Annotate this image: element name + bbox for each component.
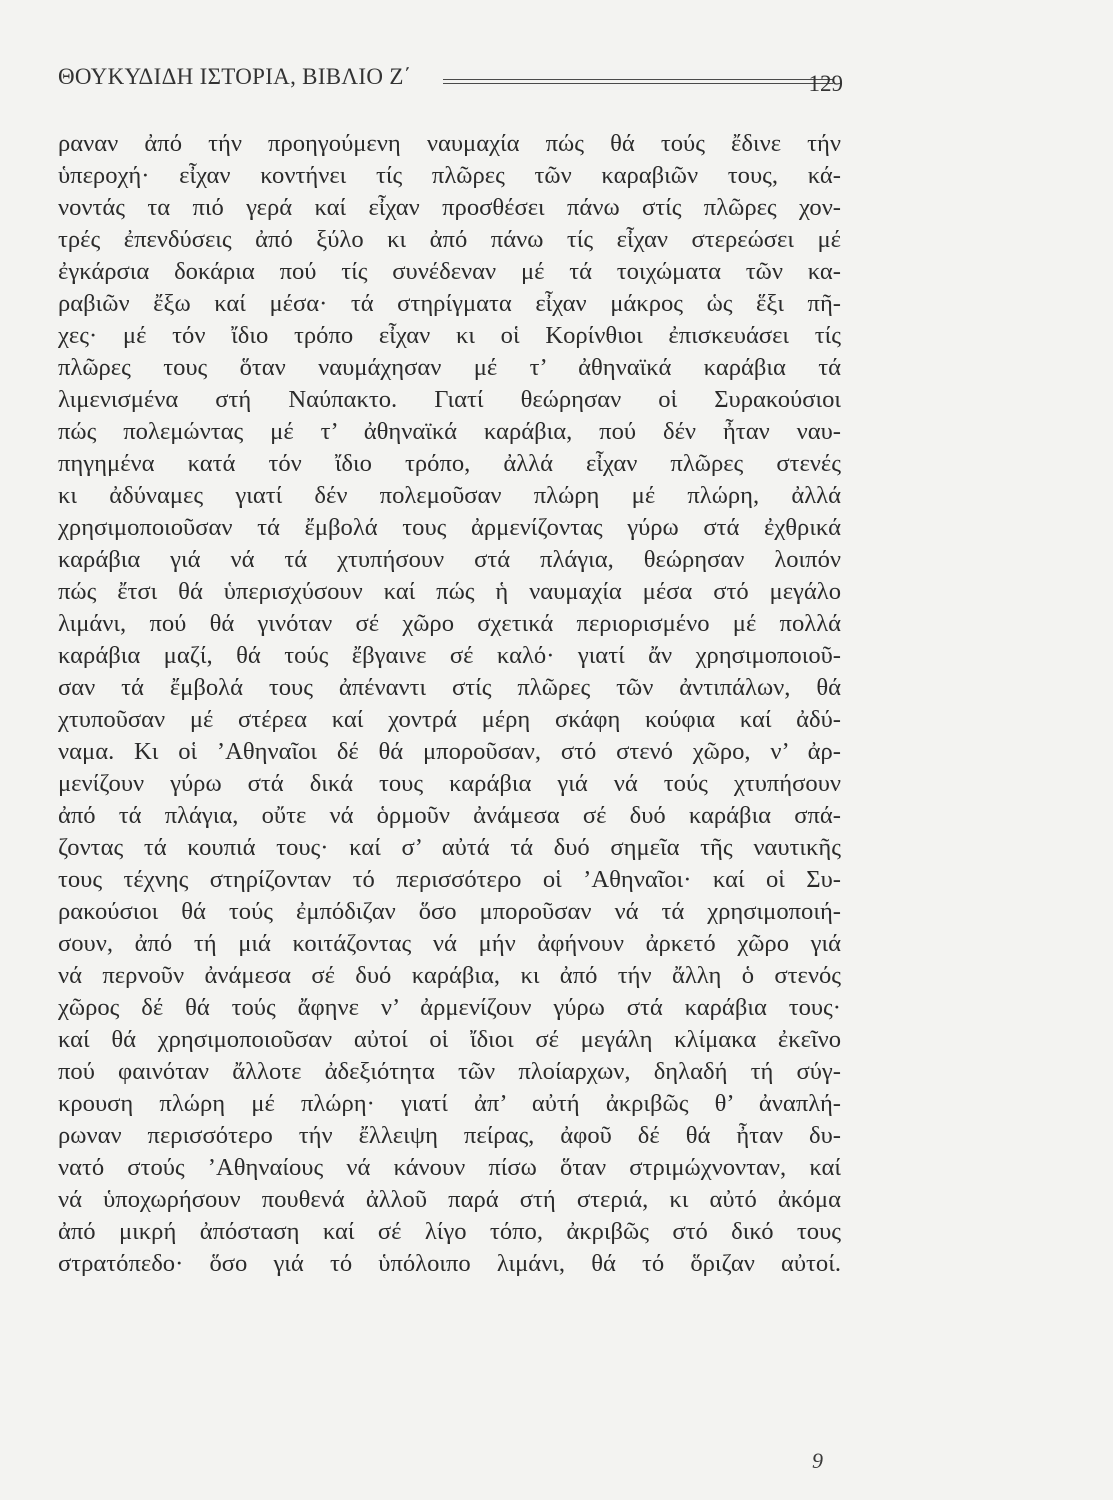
running-header: [58, 62, 843, 102]
text-line: νά ὑποχωρήσουν πουθενά ἀλλοῦ παρά στή στεριά, κι αὐτό ἀκόμα: [58, 1186, 841, 1213]
text-line: στρατόπεδο· ὅσο γιά τό ὑπόλοιπο λιμάνι, θά τό ὅριζαν αὐτοί.: [58, 1250, 841, 1277]
text-line: ρακούσιοι θά τούς ἐμπόδιζαν ὅσο μποροῦσαν νά τά χρησιμοποιή-: [58, 898, 841, 925]
text-line: ἐγκάρσια δοκάρια πού τίς συνέδεναν μέ τά τοιχώματα τῶν κα-: [58, 258, 841, 285]
text-line: νοντάς τα πιό γερά καί εἶχαν προσθέσει πάνω στίς πλῶρες χον-: [58, 194, 841, 221]
text-line: ναμα. Κι οἱ ’Αθηναῖοι δέ θά μποροῦσαν, στό στενό χῶρο, ν’ ἀρ-: [58, 738, 841, 765]
text-line: ζοντας τά κουπιά τους· καί σ’ αὐτά τά δυό σημεῖα τῆς ναυτικῆς: [58, 834, 841, 861]
text-line: ἀπό μικρή ἀπόσταση καί σέ λίγο τόπο, ἀκριβῶς στό δικό τους: [58, 1218, 841, 1245]
text-line: ραναν ἀπό τήν προηγούμενη ναυμαχία πώς θά τούς ἔδινε τήν: [58, 130, 841, 157]
page-number: 129: [808, 71, 843, 96]
body-text: [58, 128, 841, 1280]
text-line: πώς πολεμώντας μέ τ’ ἀθηναϊκά καράβια, πού δέν ἦταν ναυ-: [58, 418, 841, 445]
running-header-title: ΘΟΥΚΥΔΙΔΗ ΙΣΤΟΡΙΑ, ΒΙΒΛΙΟ Ζ΄: [58, 64, 412, 89]
text-line: πλῶρες τους ὅταν ναυμάχησαν μέ τ’ ἀθηναϊκά καράβια τά: [58, 354, 841, 381]
text-line: λιμάνι, πού θά γινόταν σέ χῶρο σχετικά περιορισμένο μέ πολλά: [58, 610, 841, 637]
text-line: τους τέχνης στηρίζονταν τό περισσότερο οἱ ’Αθηναῖοι· καί οἱ Συ-: [58, 866, 841, 893]
header-double-rule: [443, 79, 833, 84]
text-line: χτυποῦσαν μέ στέρεα καί χοντρά μέρη σκάφη κούφια καί ἀδύ-: [58, 706, 841, 733]
text-line: νατό στούς ’Αθηναίους νά κάνουν πίσω ὅταν στριμώχνονταν, καί: [58, 1154, 841, 1181]
text-line: ραβιῶν ἔξω καί μέσα· τά στηρίγματα εἶχαν μάκρος ὡς ἕξι πῆ-: [58, 290, 841, 317]
text-line: χες· μέ τόν ἴδιο τρόπο εἶχαν κι οἱ Κορίνθιοι ἐπισκευάσει τίς: [58, 322, 841, 349]
text-line: πού φαινόταν ἄλλοτε ἀδεξιότητα τῶν πλοίαρχων, δηλαδή τή σύγ-: [58, 1058, 841, 1085]
text-line: κρουση πλώρη μέ πλώρη· γιατί ἀπ’ αὐτή ἀκριβῶς θ’ ἀναπλή-: [58, 1090, 841, 1117]
text-line: πώς ἔτσι θά ὑπερισχύσουν καί πώς ἡ ναυμαχία μέσα στό μεγάλο: [58, 578, 841, 605]
text-line: πηγημένα κατά τόν ἴδιο τρόπο, ἀλλά εἶχαν πλῶρες στενές: [58, 450, 841, 477]
text-line: χῶρος δέ θά τούς ἄφηνε ν’ ἀρμενίζουν γύρω στά καράβια τους·: [58, 994, 841, 1021]
text-line: καράβια μαζί, θά τούς ἔβγαινε σέ καλό· γιατί ἄν χρησιμοποιοῦ-: [58, 642, 841, 669]
text-line: νά περνοῦν ἀνάμεσα σέ δυό καράβια, κι ἀπό τήν ἄλλη ὁ στενός: [58, 962, 841, 989]
text-line: καί θά χρησιμοποιοῦσαν αὐτοί οἱ ἴδιοι σέ μεγάλη κλίμακα ἐκεῖνο: [58, 1026, 841, 1053]
text-line: σαν τά ἔμβολά τους ἀπέναντι στίς πλῶρες τῶν ἀντιπάλων, θά: [58, 674, 841, 701]
text-line: λιμενισμένα στή Ναύπακτο. Γιατί θεώρησαν οἱ Συρακούσιοι: [58, 386, 841, 413]
text-line: κι ἀδύναμες γιατί δέν πολεμοῦσαν πλώρη μέ πλώρη, ἀλλά: [58, 482, 841, 509]
text-line: ρωναν περισσότερο τήν ἔλλειψη πείρας, ἀφοῦ δέ θά ἦταν δυ-: [58, 1122, 841, 1149]
text-line: ὑπεροχή· εἶχαν κοντήνει τίς πλῶρες τῶν καραβιῶν τους, κά-: [58, 162, 841, 189]
text-line: χρησιμοποιοῦσαν τά ἔμβολά τους ἀρμενίζοντας γύρω στά ἐχθρικά: [58, 514, 841, 541]
signature-mark: 9: [812, 1448, 823, 1473]
text-line: καράβια γιά νά τά χτυπήσουν στά πλάγια, θεώρησαν λοιπόν: [58, 546, 841, 573]
text-line: μενίζουν γύρω στά δικά τους καράβια γιά νά τούς χτυπήσουν: [58, 770, 841, 797]
text-line: σουν, ἀπό τή μιά κοιτάζοντας νά μήν ἀφήνουν ἀρκετό χῶρο γιά: [58, 930, 841, 957]
text-line: τρές ἐπενδύσεις ἀπό ξύλο κι ἀπό πάνω τίς εἶχαν στερεώσει μέ: [58, 226, 841, 253]
text-line: ἀπό τά πλάγια, οὔτε νά ὁρμοῦν ἀνάμεσα σέ δυό καράβια σπά-: [58, 802, 841, 829]
